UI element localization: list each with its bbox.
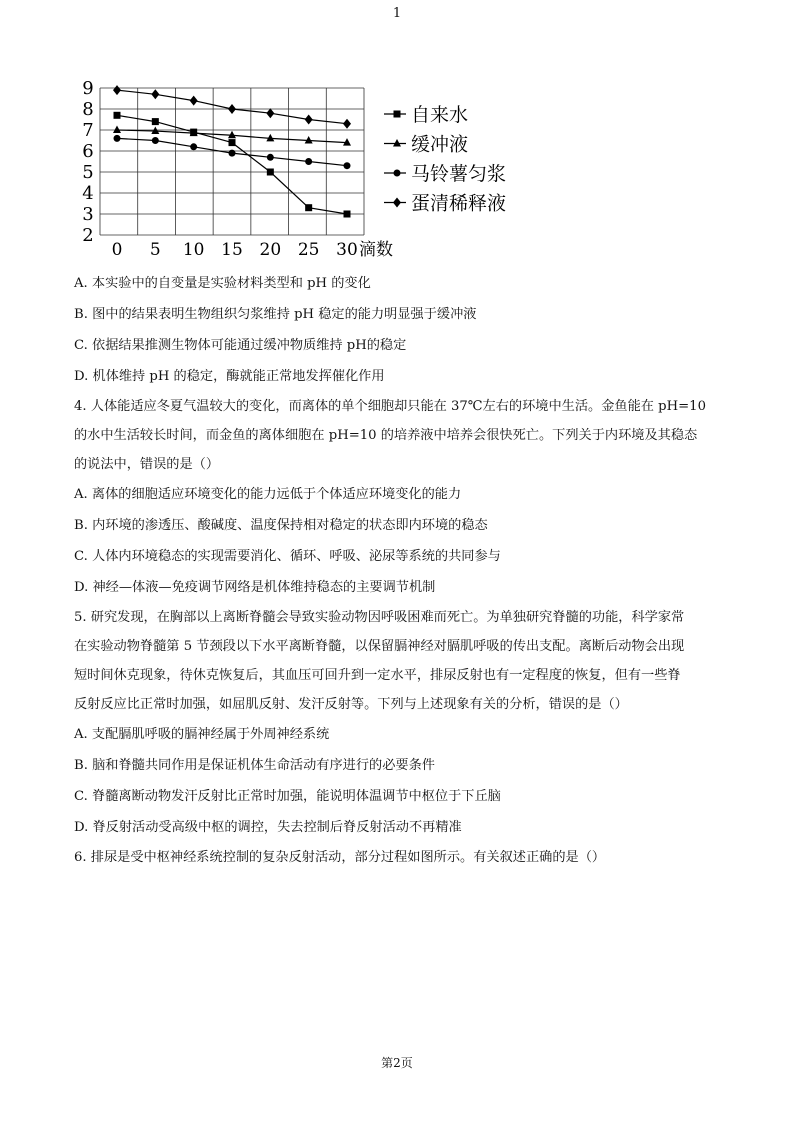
data-point	[344, 162, 351, 169]
y-tick-label: 8	[82, 99, 94, 120]
x-tick-label: 0	[111, 240, 123, 260]
data-point	[151, 89, 159, 99]
q5-option-c: C. 脊髓离断动物发汗反射比正常时加强，能说明体温调节中枢位于下丘脑	[74, 789, 501, 804]
question-content	[74, 268, 734, 872]
q4-option-a: A. 离体的细胞适应环境变化的能力远低于个体适应环境变化的能力	[74, 487, 462, 502]
question-5	[74, 603, 734, 843]
q6-stem-line: 6. 排尿是受中枢神经系统控制的复杂反射活动，部分过程如图所示。有关叙述正确的是（）	[74, 850, 606, 865]
page-number: 1	[392, 6, 402, 21]
data-point	[344, 211, 351, 218]
data-point	[114, 112, 121, 119]
data-point	[229, 139, 236, 146]
chart-svg	[78, 78, 538, 268]
q4-option-d: D. 神经—体液—免疫调节网络是机体维持稳态的主要调节机制	[74, 580, 436, 595]
data-point	[228, 104, 236, 114]
legend-marker	[393, 198, 401, 208]
legend-label: 马铃薯匀浆	[411, 163, 507, 185]
q5-stem-line: 5. 研究发现，在胸部以上离断脊髓会导致实验动物因呼吸困难而死亡。为单独研究脊髓的功能，科学家常	[74, 610, 685, 625]
q3-option-d: D. 机体维持 pH 的稳定，酶就能正常地发挥催化作用	[74, 369, 385, 384]
legend-label: 缓冲液	[411, 133, 469, 156]
x-tick-label: 10	[182, 240, 205, 260]
data-point	[229, 150, 236, 157]
x-tick-label: 5	[149, 240, 161, 260]
legend-label: 自来水	[411, 104, 469, 126]
legend-marker	[394, 170, 401, 177]
data-point	[305, 115, 313, 125]
y-tick-label: 3	[82, 204, 94, 225]
y-tick-label: 5	[82, 162, 94, 183]
q5-stem-line: 在实验动物脊髓第 5 节颈段以下水平离断脊髓，以保留膈神经对膈肌呼吸的传出支配。离断后动物会出现	[74, 639, 685, 654]
q4-stem-line: 4. 人体能适应冬夏气温较大的变化，而离体的单个细胞却只能在 37℃左右的环境中生活。金鱼能在 pH=10	[74, 399, 706, 414]
legend-marker	[393, 139, 401, 147]
data-point	[190, 96, 198, 106]
data-point	[267, 169, 274, 176]
q3-option-b: B. 图中的结果表明生物组织匀浆维持 pH 稳定的能力明显强于缓冲液	[74, 307, 477, 322]
y-tick-label: 2	[82, 225, 94, 246]
legend-label: 蛋清稀释液	[411, 192, 507, 215]
q3-option-a: A. 本实验中的自变量是实验材料类型和 pH 的变化	[74, 276, 371, 291]
y-tick-label: 9	[82, 78, 94, 99]
y-tick-label: 6	[82, 141, 94, 162]
data-point	[190, 143, 197, 150]
x-tick-label: 30	[336, 240, 358, 260]
data-point	[343, 119, 351, 129]
legend-marker	[394, 111, 401, 118]
x-axis-label: 滴数	[359, 240, 393, 260]
q5-option-b: B. 脑和脊髓共同作用是保证机体生命活动有序进行的必要条件	[74, 758, 435, 773]
q5-option-a: A. 支配膈肌呼吸的膈神经属于外周神经系统	[74, 727, 330, 742]
question-6	[74, 843, 734, 872]
q5-stem-line: 短时间休克现象，待休克恢复后，其血压可回升到一定水平，排尿反射也有一定程度的恢复，但有一些脊	[74, 668, 681, 683]
x-tick-label: 25	[297, 240, 320, 260]
q3-option-c: C. 依据结果推测生物体可能通过缓冲物质维持 pH的稳定	[74, 338, 407, 353]
data-point	[113, 85, 121, 95]
data-point	[113, 126, 121, 134]
x-tick-label: 15	[221, 240, 243, 260]
q4-stem-line: 的水中生活较长时间，而金鱼的离体细胞在 pH=10 的培养液中培养会很快死亡。下列关于内环境及其稳态	[74, 428, 698, 443]
page-footer: 第2页	[381, 1056, 413, 1070]
data-point	[152, 118, 159, 125]
q4-stem-line: 的说法中，错误的是（）	[74, 457, 220, 472]
data-point	[266, 108, 274, 118]
x-tick-label: 20	[259, 240, 282, 260]
q4-option-b: B. 内环境的渗透压、酸碱度、温度保持相对稳定的状态即内环境的稳态	[74, 518, 488, 533]
question-4	[74, 392, 734, 603]
q5-stem-line: 反射反应比正常时加强，如屈肌反射、发汗反射等。下列与上述现象有关的分析，错误的是（）	[74, 697, 628, 712]
ph-line-chart	[78, 78, 538, 268]
data-point	[267, 154, 274, 161]
q3-options	[74, 268, 734, 392]
y-tick-label: 4	[82, 183, 94, 204]
data-point	[305, 158, 312, 165]
data-point	[152, 137, 159, 144]
data-point	[114, 135, 121, 142]
q5-option-d: D. 脊反射活动受高级中枢的调控，失去控制后脊反射活动不再精准	[74, 820, 462, 835]
q4-option-c: C. 人体内环境稳态的实现需要消化、循环、呼吸、泌尿等系统的共同参与	[74, 549, 501, 564]
data-point	[305, 204, 312, 211]
y-tick-label: 7	[82, 120, 94, 141]
